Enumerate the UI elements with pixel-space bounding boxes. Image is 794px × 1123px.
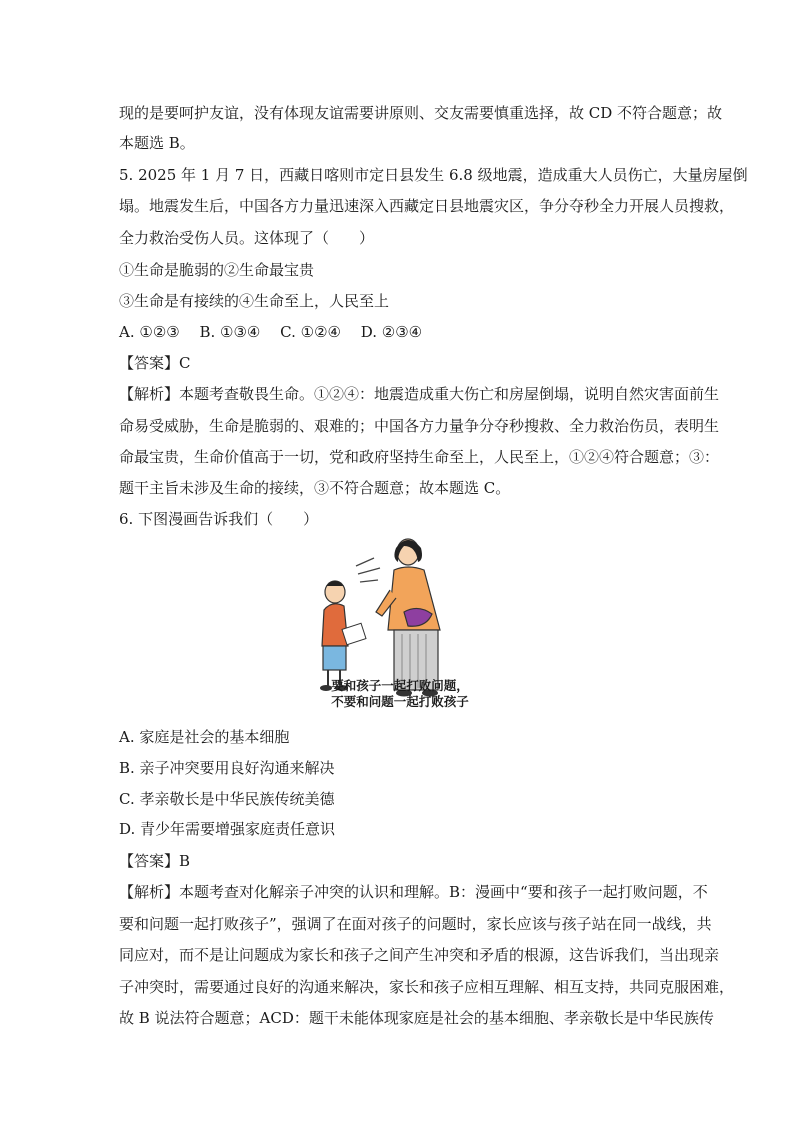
analysis-line: 题干主旨未涉及生命的接续，③不符合题意；故本题选 C。 <box>119 479 511 497</box>
cartoon-caption: 要和孩子一起打败问题， <box>331 678 469 693</box>
analysis-line: 命易受威胁，生命是脆弱的、艰难的；中国各方力量争分夺秒搜救、全力救治伤员，表明生 <box>119 417 720 435</box>
text-line: 现的是要呵护友谊，没有体现友谊需要讲原则、交友需要慎重选择，故 CD 不符合题意；故 <box>119 104 723 122</box>
answer-label: 【答案】B <box>119 852 191 870</box>
option-c: C. 孝亲敬长是中华民族传统美德 <box>119 790 335 808</box>
analysis-line: 【解析】本题考查敬畏生命。①②④：地震造成重大伤亡和房屋倒塌，说明自然灾害面前生 <box>119 385 720 403</box>
text-line: 塌。地震发生后，中国各方力量迅速深入西藏定日县地震灾区，争分夺秒全力开展人员搜救， <box>119 197 735 215</box>
option-b: B. 亲子冲突要用良好沟通来解决 <box>119 759 335 777</box>
shout-lines <box>356 558 380 582</box>
text-line: 本题选 B。 <box>119 134 195 152</box>
analysis-line: 要和问题一起打败孩子”，强调了在面对孩子的问题时，家长应该与孩子站在同一战线，共 <box>119 915 712 933</box>
options-line: A. ①②③ B. ①③④ C. ①②④ D. ②③④ <box>119 323 423 341</box>
answer-label: 【答案】C <box>119 354 191 372</box>
analysis-line: 故 B 说法符合题意；ACD：题干未能体现家庭是社会的基本细胞、孝亲敬长是中华民族传 <box>119 1009 714 1027</box>
option-a: A. 家庭是社会的基本细胞 <box>119 728 290 746</box>
statement-line: ①生命是脆弱的②生命最宝贵 <box>119 261 315 279</box>
mother-figure <box>376 539 440 697</box>
cartoon-caption: 不要和问题一起打败孩子 <box>331 694 469 709</box>
child-figure <box>320 581 366 691</box>
analysis-line: 【解析】本题考查对化解亲子冲突的认识和理解。B：漫画中“要和孩子一起打败问题，不 <box>119 883 708 901</box>
analysis-line: 同应对，而不是让问题成为家长和孩子之间产生冲突和矛盾的根源，这告诉我们，当出现亲 <box>119 946 720 964</box>
statement-line: ③生命是有接续的④生命至上，人民至上 <box>119 292 390 310</box>
analysis-line: 子冲突时，需要通过良好的沟通来解决，家长和孩子应相互理解、相互支持，共同克服困难， <box>119 978 735 996</box>
text-line: 全力救治受伤人员。这体现了（ ） <box>119 229 375 247</box>
question-6-stem: 6. 下图漫画告诉我们（ ） <box>119 510 319 528</box>
question-5-stem: 5. 2025 年 1 月 7 日，西藏日喀则市定日县发生 6.8 级地震，造成重大人员伤亡，大量房屋倒 <box>119 166 748 184</box>
option-d: D. 青少年需要增强家庭责任意识 <box>119 820 336 838</box>
analysis-line: 命最宝贵，生命价值高于一切，党和政府坚持生命至上，人民至上，①②④符合题意；③： <box>119 448 720 466</box>
